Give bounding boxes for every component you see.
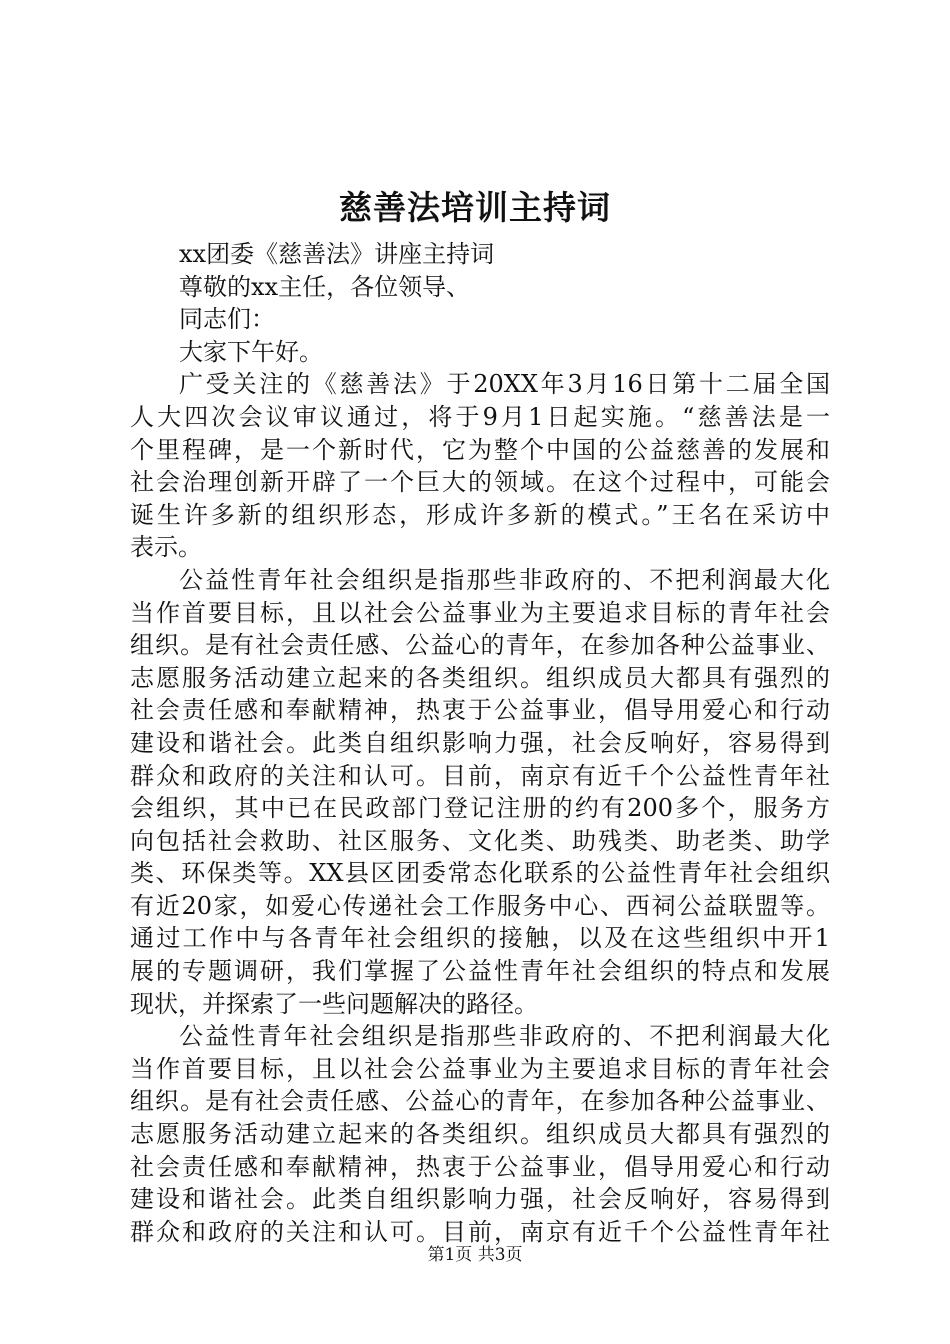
text-line: 社会治理创新开辟了一个巨大的领域。在这个过程中，可能会 — [130, 468, 830, 497]
text-line: 诞生许多新的组织形态，形成许多新的模式。”王名在采访中 — [130, 500, 830, 529]
text-line: 个里程碑，是一个新时代，它为整个中国的公益慈善的发展和 — [130, 435, 830, 464]
text-line: 当作首要目标，且以社会公益事业为主要追求目标的青年社会 — [130, 598, 830, 627]
text-line: 大家下午好。 — [179, 337, 323, 366]
text-line: 当作首要目标，且以社会公益事业为主要追求目标的青年社会 — [130, 1054, 830, 1083]
text-line: 公益性青年社会组织是指那些非政府的、不把利润最大化 — [179, 565, 830, 594]
text-line: 公益性青年社会组织是指那些非政府的、不把利润最大化 — [179, 1022, 830, 1051]
text-line: 志愿服务活动建立起来的各类组织。组织成员大都具有强烈的 — [130, 663, 830, 692]
text-line: 人大四次会议审议通过，将于9月1日起实施。“慈善法是一 — [130, 402, 830, 431]
text-line: 广受关注的《慈善法》于20XX年3月16日第十二届全国 — [179, 370, 830, 399]
text-line: 建设和谐社会。此类自组织影响力强，社会反响好，容易得到 — [130, 728, 830, 757]
text-line: 社会责任感和奉献精神，热衷于公益事业，倡导用爱心和行动 — [130, 696, 830, 725]
text-line: 组织。是有社会责任感、公益心的青年，在参加各种公益事业、 — [130, 631, 830, 660]
text-line: 表示。 — [130, 533, 202, 562]
text-line: 会组织，其中已在民政部门登记注册的约有200多个，服务方 — [130, 794, 830, 823]
text-line: 有近20家，如爱心传递社会工作服务中心、西祠公益联盟等。 — [130, 891, 830, 920]
text-line: 通过工作中与各青年社会组织的接触，以及在这些组织中开1 — [130, 924, 830, 953]
text-line: 展的专题调研，我们掌握了公益性青年社会组织的特点和发展 — [130, 957, 830, 986]
text-line: 社会责任感和奉献精神，热衷于公益事业，倡导用爱心和行动 — [130, 1152, 830, 1181]
text-line: 同志们： — [179, 305, 275, 334]
text-line: xx团委《慈善法》讲座主持词 — [179, 240, 495, 268]
text-line: 向包括社会救助、社区服务、文化类、助残类、助老类、助学 — [130, 826, 830, 855]
text-line: 类、环保类等。XX县区团委常态化联系的公益性青年社会组织 — [130, 859, 830, 888]
text-line: 组织。是有社会责任感、公益心的青年，在参加各种公益事业、 — [130, 1087, 830, 1116]
text-line: 群众和政府的关注和认可。目前，南京有近千个公益性青年社 — [130, 1217, 830, 1246]
text-line: 志愿服务活动建立起来的各类组织。组织成员大都具有强烈的 — [130, 1120, 830, 1149]
text-line: 现状，并探索了一些问题解决的路径。 — [130, 989, 538, 1018]
text-line: 尊敬的xx主任，各位领导、 — [179, 272, 471, 301]
document-body — [130, 238, 830, 1248]
text-line: 群众和政府的关注和认可。目前，南京有近千个公益性青年社 — [130, 761, 830, 790]
document-title: 慈善法培训主持词 — [339, 188, 611, 227]
text-line: 建设和谐社会。此类自组织影响力强，社会反响好，容易得到 — [130, 1185, 830, 1214]
page-footer: 第1页 共3页 — [427, 1245, 523, 1265]
